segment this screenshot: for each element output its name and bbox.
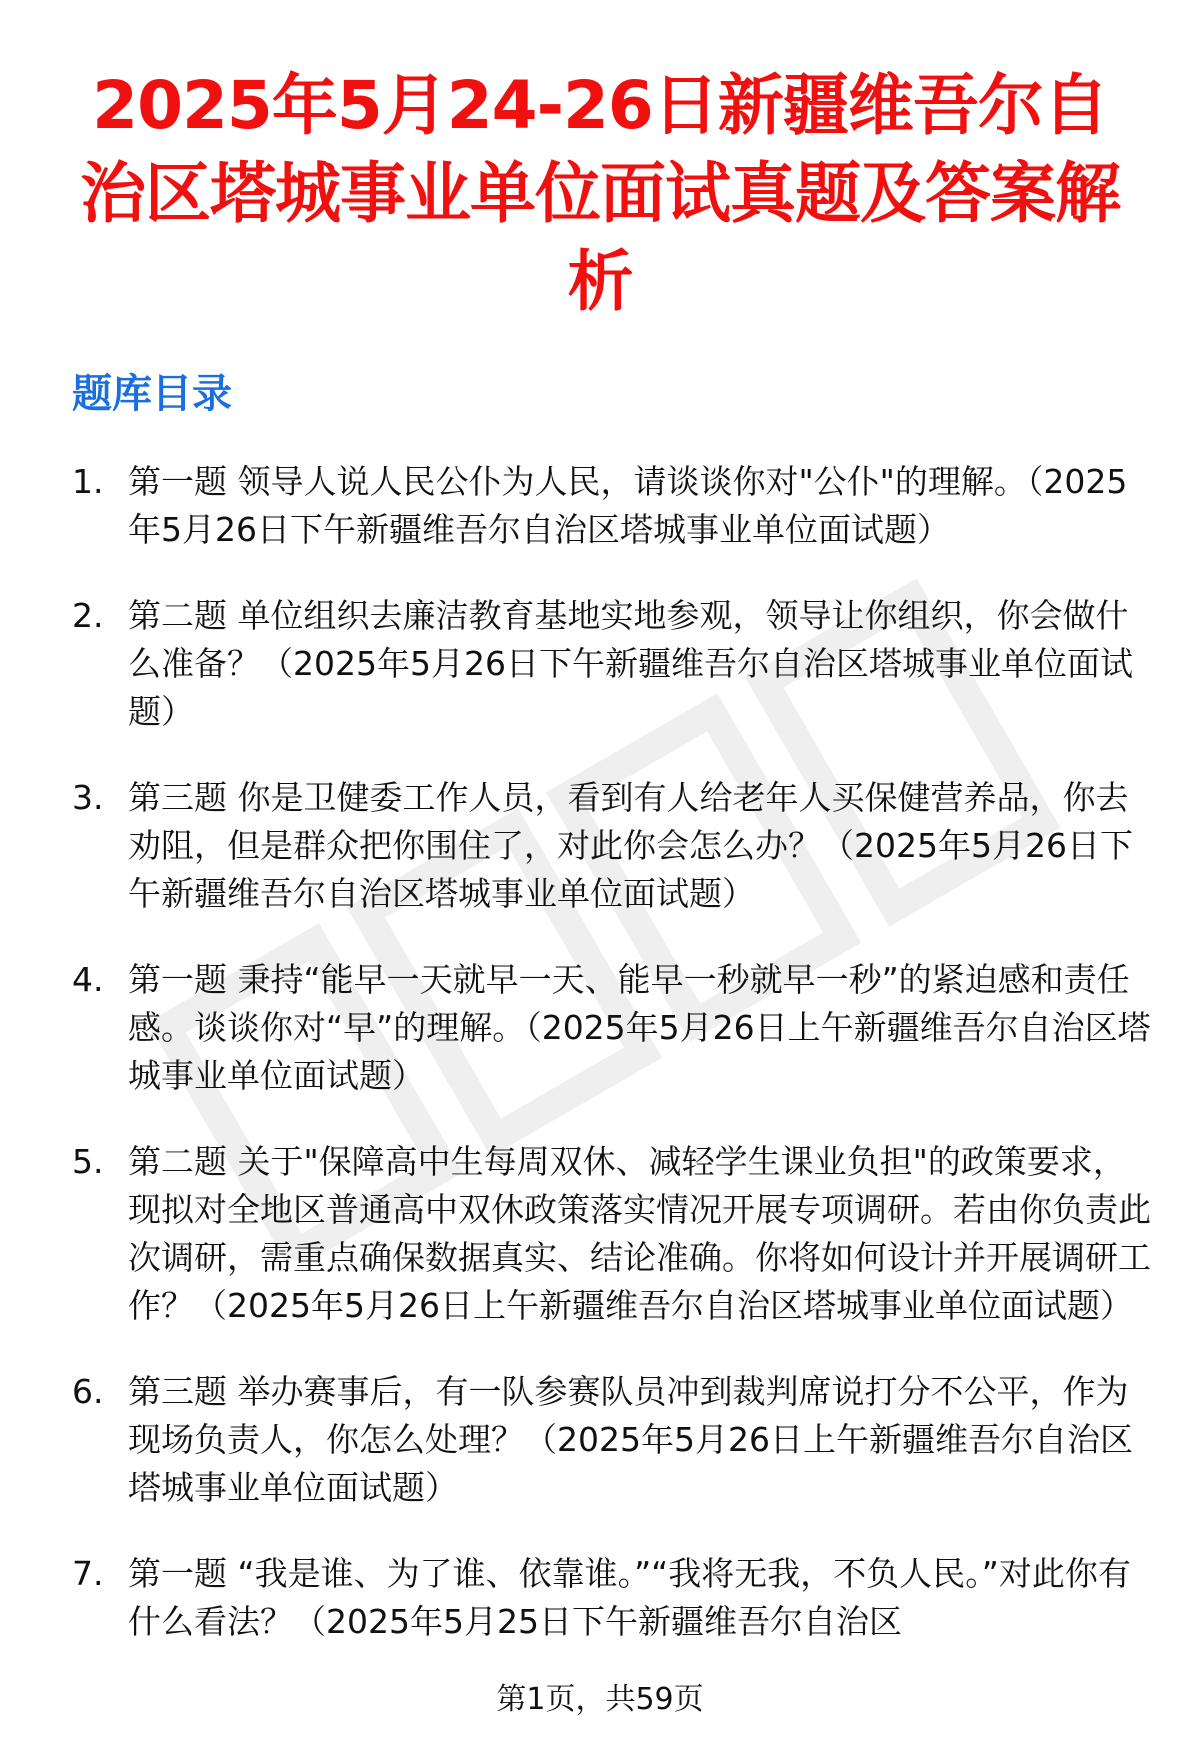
page-title: 2025年5月24-26日新疆维吾尔自治区塔城事业单位面试真题及答案解析	[80, 67, 1120, 320]
toc-item-5[interactable]	[72, 1138, 1152, 1330]
toc-item-number: 6.	[72, 1372, 104, 1411]
toc-item-2[interactable]	[72, 592, 1152, 736]
toc-item-text: 第一题 “我是谁、为了谁、依靠谁。”“我将无我，不负人民。”对此你有什么看法？（2025年5月25日下午新疆维吾尔自治区	[128, 1554, 1131, 1641]
toc-item-6[interactable]	[72, 1368, 1152, 1512]
toc-item-3[interactable]	[72, 774, 1152, 918]
toc-item-text: 第三题 你是卫健委工作人员，看到有人给老年人买保健营养品，你去劝阻，但是群众把你围住了，对此你会怎么办？（2025年5月26日下午新疆维吾尔自治区塔城事业单位面试题）	[128, 778, 1133, 913]
toc-item-text: 第一题 秉持“能早一天就早一天、能早一秒就早一秒”的紧迫感和责任感。谈谈你对“早”的理解。（2025年5月26日上午新疆维吾尔自治区塔城事业单位面试题）	[128, 960, 1151, 1095]
toc-item-number: 4.	[72, 960, 104, 999]
toc-item-number: 5.	[72, 1142, 104, 1181]
table-of-contents	[72, 458, 1152, 1684]
toc-item-1[interactable]	[72, 458, 1152, 554]
toc-item-text: 第二题 单位组织去廉洁教育基地实地参观，领导让你组织，你会做什么准备？（2025年5月26日下午新疆维吾尔自治区塔城事业单位面试题）	[128, 596, 1133, 731]
toc-item-number: 2.	[72, 596, 104, 635]
page-footer: 第1页，共59页	[0, 1680, 1200, 1720]
toc-item-number: 1.	[72, 462, 104, 501]
toc-item-text: 第二题 关于"保障高中生每周双休、减轻学生课业负担"的政策要求，现拟对全地区普通高中双休政策落实情况开展专项调研。若由你负责此次调研，需重点确保数据真实、结论准确。你将如何设计并开展调研工作？（2025年5月26日上午新疆维吾尔自治区塔城事业单位面试题）	[128, 1142, 1151, 1325]
toc-item-7[interactable]	[72, 1550, 1152, 1646]
toc-item-number: 7.	[72, 1554, 104, 1593]
toc-item-text: 第一题 领导人说人民公仆为人民，请谈谈你对"公仆"的理解。（2025年5月26日下午新疆维吾尔自治区塔城事业单位面试题）	[128, 462, 1128, 549]
toc-item-text: 第三题 举办赛事后，有一队参赛队员冲到裁判席说打分不公平，作为现场负责人，你怎么处理？（2025年5月26日上午新疆维吾尔自治区塔城事业单位面试题）	[128, 1372, 1133, 1507]
section-heading: 题库目录	[72, 371, 232, 417]
toc-item-number: 3.	[72, 778, 104, 817]
toc-item-4[interactable]	[72, 956, 1152, 1100]
